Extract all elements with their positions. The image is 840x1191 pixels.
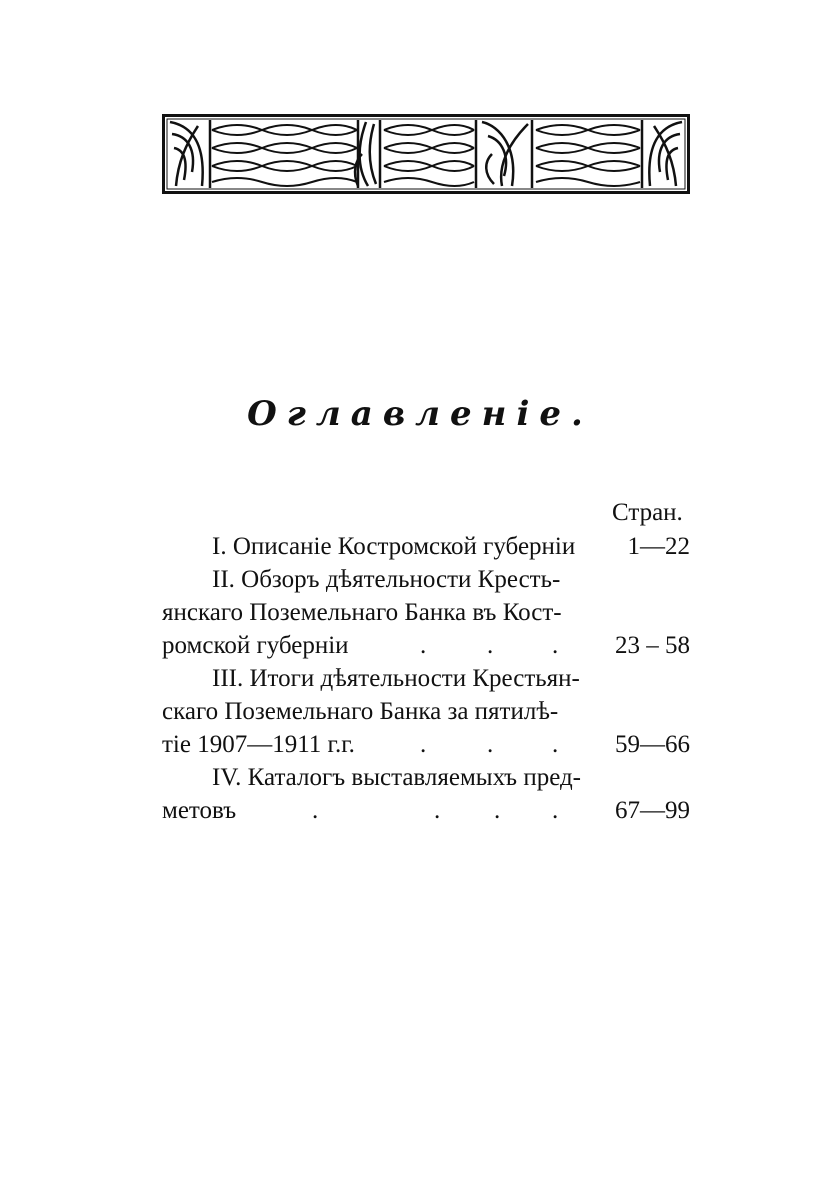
braid-band-2 bbox=[384, 125, 474, 186]
leaf-motif-left bbox=[170, 122, 203, 186]
toc-entry-2-line-2: янскаго Поземельнаго Банка въ Кост- bbox=[162, 599, 562, 626]
toc-entry-2-line-3: ромской губерніи bbox=[162, 632, 349, 659]
toc-entry-3-line-3: тіе 1907—1911 г.г. bbox=[162, 731, 355, 758]
toc-entry-4-line-1: IV. Каталогъ выставляемыхъ пред- bbox=[212, 764, 582, 791]
pages-column-header: Стран. bbox=[612, 499, 683, 526]
toc-leader-dot: . bbox=[552, 632, 559, 659]
toc-entry-4-pages: 67—99 bbox=[615, 797, 690, 824]
toc-leader-dot: . bbox=[487, 731, 494, 758]
toc-entry-4-line-2: метовъ bbox=[162, 797, 237, 824]
toc-entry-1-line-1: I. Описаніе Костромской губерніи bbox=[212, 533, 576, 560]
toc-leader-dot: . bbox=[552, 731, 559, 758]
ornamental-header-band bbox=[162, 114, 690, 194]
leaf-motif-right bbox=[649, 122, 682, 186]
toc-entry-2-pages: 23 – 58 bbox=[615, 632, 690, 659]
toc-leader-dot: . bbox=[494, 797, 501, 824]
toc-leader-dot: . bbox=[420, 731, 427, 758]
toc-leader-dot: . bbox=[434, 797, 441, 824]
toc-leader-dot: . bbox=[487, 632, 494, 659]
page-title: Оглавленіе. bbox=[247, 394, 593, 434]
toc-entry-2-line-1: II. Обзоръ дѣятельности Кресть- bbox=[212, 566, 561, 593]
toc-leader-dot: . bbox=[420, 632, 427, 659]
braid-band-3 bbox=[536, 125, 640, 186]
toc-entry-3-pages: 59—66 bbox=[615, 731, 690, 758]
toc-leader-dot: . bbox=[552, 797, 559, 824]
toc-entry-1-pages: 1—22 bbox=[627, 533, 690, 560]
toc-entry-3-line-1: III. Итоги дѣятельности Крестьян- bbox=[212, 665, 580, 692]
braid-band-1 bbox=[212, 125, 357, 186]
leaf-motif-center bbox=[482, 122, 528, 186]
toc-entry-3-line-2: скаго Поземельнаго Банка за пятилѣ- bbox=[162, 698, 559, 725]
toc-leader-dot: . bbox=[312, 797, 319, 824]
